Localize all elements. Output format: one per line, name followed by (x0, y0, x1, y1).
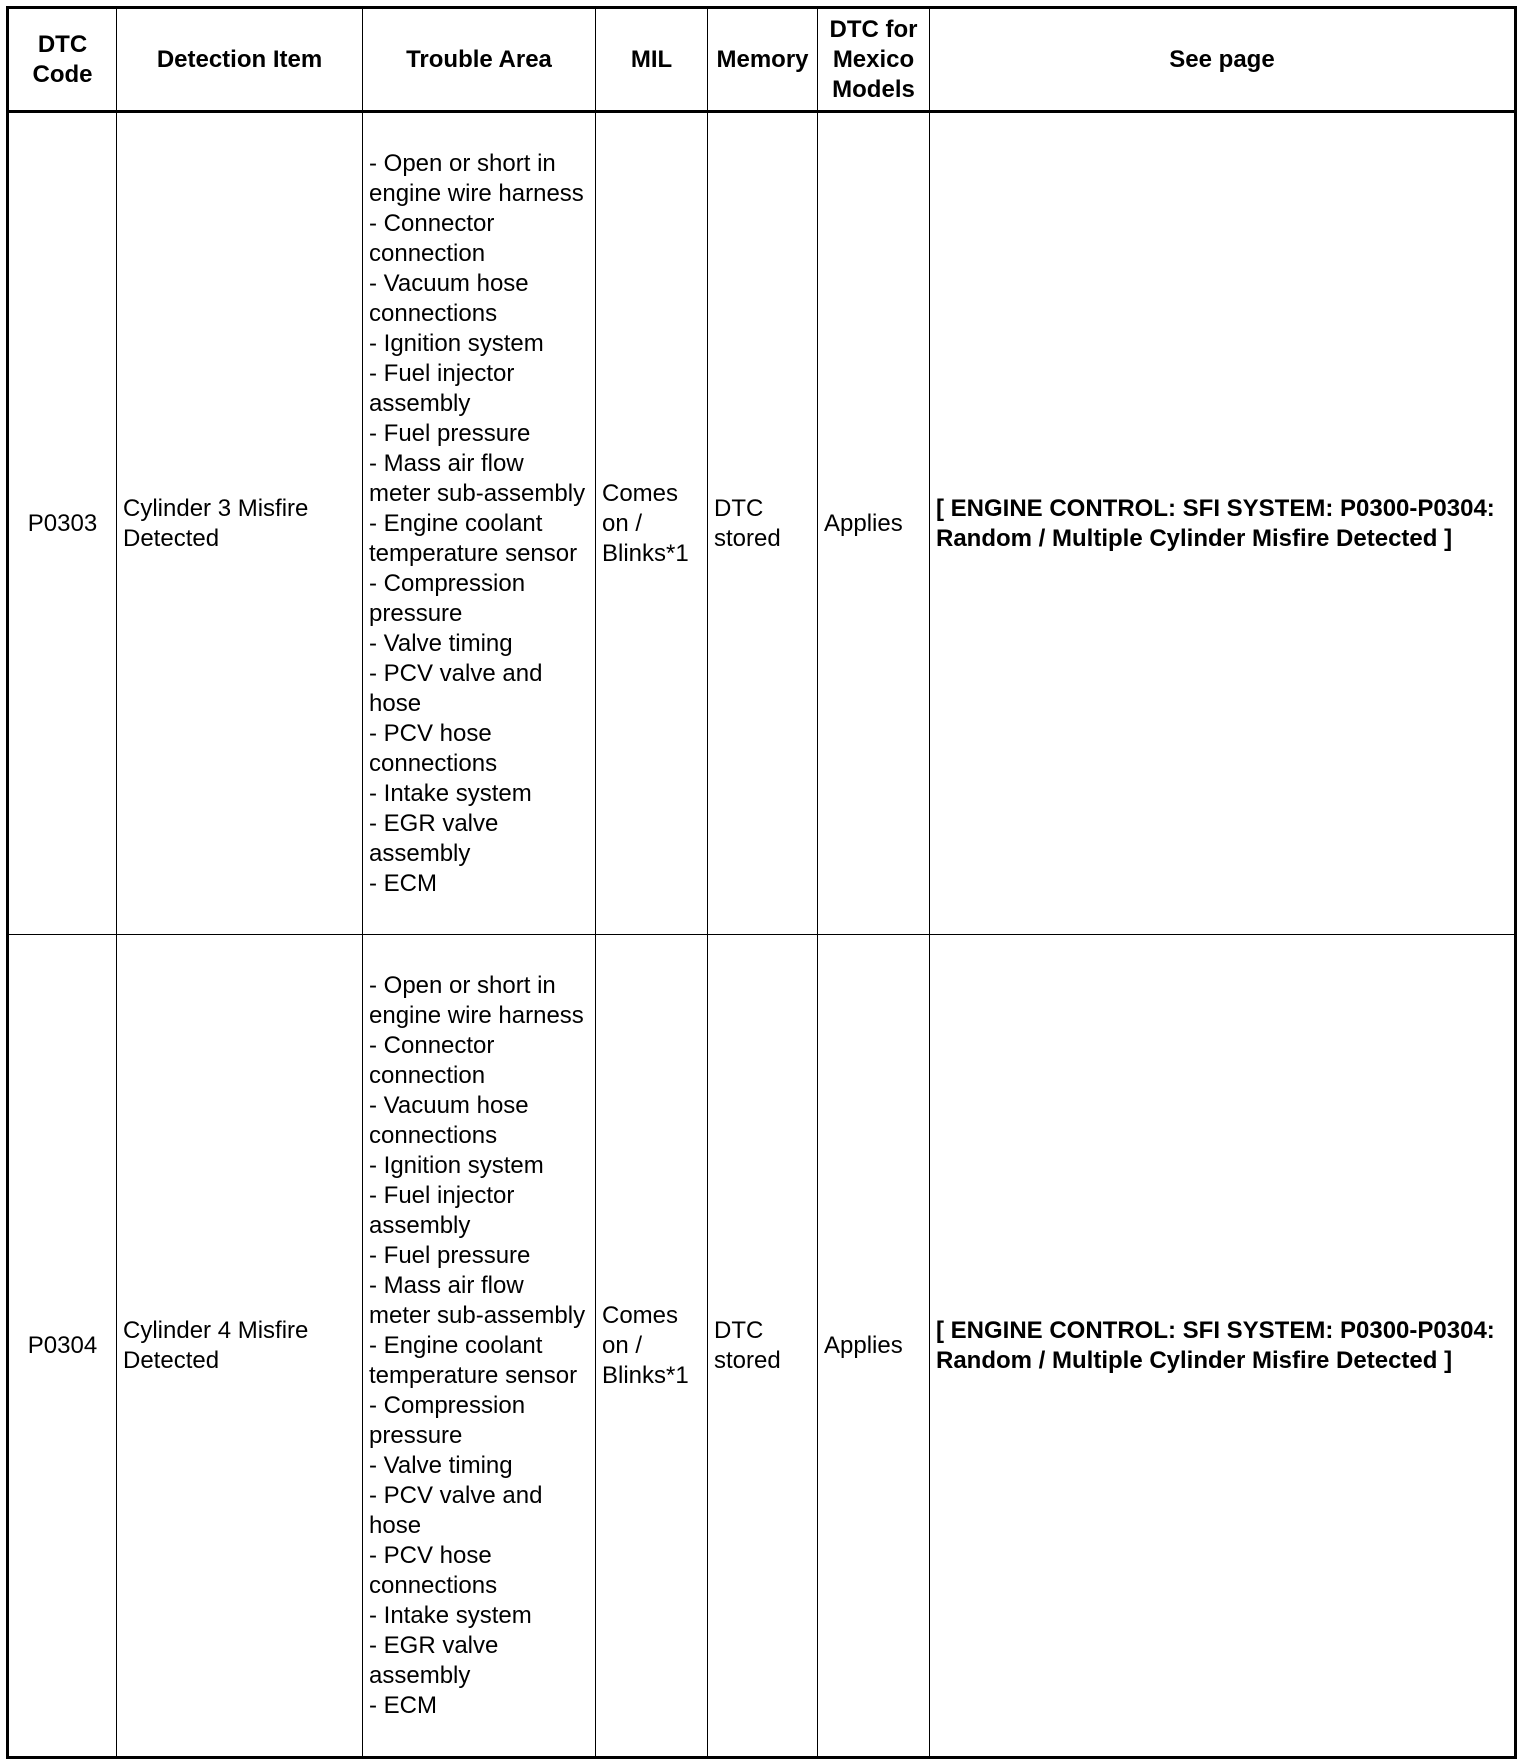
trouble-area-cell (363, 112, 596, 935)
trouble-area-item: - EGR valve assembly (369, 809, 499, 867)
trouble-area-item: - PCV hose connections (369, 719, 498, 777)
trouble-area-item: - Intake system (369, 779, 532, 807)
trouble-area-item: - Ignition system (369, 329, 544, 357)
trouble-area-cell (363, 935, 596, 1758)
table-row (8, 112, 1516, 935)
header-dtc-mexico: DTC for Mexico Models (818, 8, 930, 112)
header-row (8, 8, 1516, 112)
trouble-area-item: - Open or short in engine wire harness (369, 149, 584, 207)
trouble-area-item: - Valve timing (369, 629, 513, 657)
trouble-area-item: - ECM (369, 869, 437, 897)
table-row (8, 935, 1516, 1758)
trouble-area-item: - Fuel injector assembly (369, 1181, 515, 1239)
dtc-table (6, 6, 1517, 1759)
trouble-area-item: - Engine coolant temperature sensor (369, 509, 578, 567)
trouble-area-item: - PCV valve and hose (369, 659, 543, 717)
trouble-area-item: - Fuel pressure (369, 1241, 531, 1269)
header-memory: Memory (708, 8, 818, 112)
header-dtc-code: DTC Code (8, 8, 117, 112)
see-page-link[interactable]: [ ENGINE CONTROL: SFI SYSTEM: P0300-P0304: Random / Multiple Cylinder Misfire Detected ] (930, 112, 1516, 935)
trouble-area-item: - Compression pressure (369, 569, 526, 627)
dtc-mexico-cell: Applies (818, 935, 930, 1758)
trouble-area-item: - EGR valve assembly (369, 1631, 499, 1689)
trouble-area-item: - Vacuum hose connections (369, 269, 529, 327)
trouble-area-item: - Ignition system (369, 1151, 544, 1179)
trouble-area-item: - Valve timing (369, 1451, 513, 1479)
trouble-area-item: - PCV hose connections (369, 1541, 498, 1599)
mil-cell: Comes on / Blinks*1 (596, 935, 708, 1758)
header-detection-item: Detection Item (117, 8, 363, 112)
mil-cell: Comes on / Blinks*1 (596, 112, 708, 935)
dtc-code-cell: P0304 (8, 935, 117, 1758)
trouble-area-item: - Connector connection (369, 209, 495, 267)
trouble-area-item: - Mass air flow meter sub-assembly (369, 1271, 586, 1329)
table-body (8, 112, 1516, 1758)
trouble-area-item: - Fuel injector assembly (369, 359, 515, 417)
header-trouble-area: Trouble Area (363, 8, 596, 112)
trouble-area-item: - Compression pressure (369, 1391, 526, 1449)
trouble-area-item: - Vacuum hose connections (369, 1091, 529, 1149)
header-mil: MIL (596, 8, 708, 112)
table-header (8, 8, 1516, 112)
header-see-page: See page (930, 8, 1516, 112)
trouble-area-item: - Fuel pressure (369, 419, 531, 447)
trouble-area-item: - Intake system (369, 1601, 532, 1629)
detection-item-cell: Cylinder 3 Misfire Detected (117, 112, 363, 935)
dtc-code-cell: P0303 (8, 112, 117, 935)
trouble-area-item: - Engine coolant temperature sensor (369, 1331, 578, 1389)
trouble-area-item: - Connector connection (369, 1031, 495, 1089)
trouble-area-item: - Open or short in engine wire harness (369, 971, 584, 1029)
memory-cell: DTC stored (708, 112, 818, 935)
trouble-area-item: - PCV valve and hose (369, 1481, 543, 1539)
trouble-area-item: - Mass air flow meter sub-assembly (369, 449, 586, 507)
memory-cell: DTC stored (708, 935, 818, 1758)
see-page-link[interactable]: [ ENGINE CONTROL: SFI SYSTEM: P0300-P0304: Random / Multiple Cylinder Misfire Detected ] (930, 935, 1516, 1758)
trouble-area-item: - ECM (369, 1691, 437, 1719)
detection-item-cell: Cylinder 4 Misfire Detected (117, 935, 363, 1758)
dtc-mexico-cell: Applies (818, 112, 930, 935)
